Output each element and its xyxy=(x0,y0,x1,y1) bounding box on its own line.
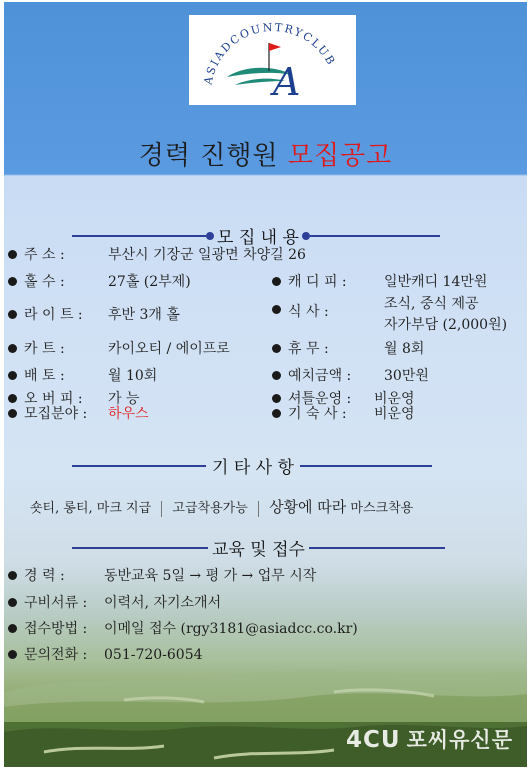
bullet-icon xyxy=(8,310,17,319)
club-logo xyxy=(189,15,356,105)
misc-item-3b: 마스크착용 xyxy=(350,501,414,516)
detail-cart: 카 트 : 카이오티 / 에이프로 xyxy=(8,338,230,358)
section-etc xyxy=(72,453,432,478)
bullet-icon xyxy=(272,371,281,380)
bullet-icon xyxy=(8,344,17,353)
bullet-icon xyxy=(8,277,17,286)
detail-field: 모집분야 : 하우스 xyxy=(8,403,149,423)
edu-method: 접수방법 : 이메일 접수 (rgy3181@asiadcc.co.kr) xyxy=(8,618,358,638)
detail-line: 라 이 트 : 후반 3개 홀 xyxy=(8,304,180,324)
detail-caddie-fee: 캐 디 피 : 일반캐디 14만원 xyxy=(272,271,487,291)
detail-holes: 홀 수 : 27홀 (2부제) xyxy=(8,271,191,291)
edu-docs: 구비서류 : 이력서, 자기소개서 xyxy=(8,592,221,612)
section-rule-right xyxy=(310,235,440,237)
section-rule-left xyxy=(72,547,208,549)
bullet-icon xyxy=(272,277,281,286)
bullet-icon xyxy=(8,371,17,380)
bullet-icon xyxy=(8,394,17,403)
detail-shuttle: 셔틀운영 : 비운영 xyxy=(272,388,415,408)
bullet-icon xyxy=(8,409,17,418)
bullet-icon xyxy=(272,305,281,314)
misc-item-1: 숏티, 롱티, 마크 지급 xyxy=(30,501,152,516)
misc-items xyxy=(4,496,527,517)
title-highlight: 모집공고 xyxy=(287,141,393,171)
section-etc-title: 기 타 사 항 xyxy=(212,458,294,478)
misc-separator xyxy=(161,501,162,517)
section-rule-right xyxy=(300,465,432,467)
misc-item-2: 고급착용가능 xyxy=(172,501,248,516)
edu-phone: 문의전화 : 051-720-6054 xyxy=(8,644,203,664)
section-rule-right xyxy=(309,547,445,549)
section-edu xyxy=(72,535,445,560)
section-edu-title: 교육 및 접수 xyxy=(212,540,305,560)
detail-meal: 식 사 : 조식, 중식 제공 자가부담 (2,000원) xyxy=(272,294,507,336)
bullet-icon xyxy=(272,344,281,353)
section-rule-left xyxy=(72,235,206,237)
recruitment-poster xyxy=(4,2,527,767)
section-rule-left xyxy=(72,465,206,467)
asiad-logo-icon xyxy=(189,15,356,105)
title-main: 경력 진행원 xyxy=(138,141,279,171)
detail-assign: 배 토 : 월 10회 xyxy=(8,365,157,385)
bullet-icon xyxy=(8,598,17,607)
publisher-name: 포씨유신문 xyxy=(406,728,513,752)
bullet-icon xyxy=(272,394,281,403)
misc-separator xyxy=(258,501,259,517)
detail-address: 주 소 : 부산시 기장군 일광면 차양길 26 xyxy=(8,244,306,264)
bullet-icon xyxy=(8,250,17,259)
section-recruit-title: 모 집 내 용 xyxy=(217,228,299,248)
detail-off: 휴 무 : 월 8회 xyxy=(272,338,424,358)
section-dot-left xyxy=(206,232,214,240)
misc-item-3a: 상황에 따라 xyxy=(269,498,347,516)
detail-overfee: 오 버 피 : 가 능 xyxy=(8,388,140,408)
golf-course-scenery xyxy=(4,652,527,722)
publisher-watermark xyxy=(346,724,513,754)
page-title xyxy=(4,135,527,172)
publisher-mark: 4CU xyxy=(346,727,401,753)
edu-career: 경 력 : 동반교육 5일 → 평 가 → 업무 시작 xyxy=(8,565,316,585)
detail-dorm: 기 숙 사 : 비운영 xyxy=(272,403,415,423)
svg-text:A: A xyxy=(273,60,301,104)
bullet-icon xyxy=(8,571,17,580)
detail-deposit: 예치금액 : 30만원 xyxy=(272,365,429,385)
bullet-icon xyxy=(272,409,281,418)
svg-text:ASIADCOUNTRYCLUB: ASIADCOUNTRYCLUB xyxy=(201,20,339,86)
section-dot-right xyxy=(302,232,310,240)
bullet-icon xyxy=(8,624,17,633)
